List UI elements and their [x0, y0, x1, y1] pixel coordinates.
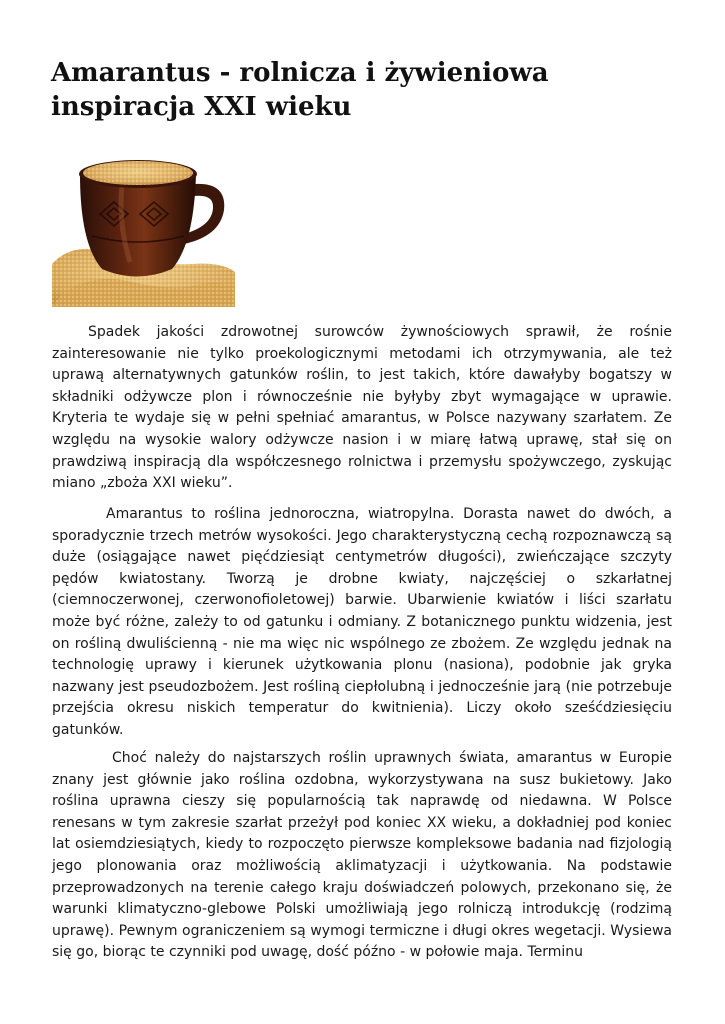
paragraph: Spadek jakości zdrowotnej surowców żywnościowych sprawił, że rośnie zainteresowanie nie tylko proekologicznymi metodami ich otrzymywania, ale też uprawą alternatywnych gatunków roślin, to jest takich, które dawałyby bogatszy w składniki odżywcze plon i równocześnie nie byłyby zbyt wymagające w uprawie. Kryteria te wydaje się w pełni spełniać amarantus, w Polsce nazywany szarłatem. Ze względu na wysokie walory odżywcze nasion i w miarę łatwą uprawę, stał się on prawdziwą inspiracją dla współczesnego rolnictwa i przemysłu spożywczego, zyskując miano „zboża XXI wieku”. [52, 324, 672, 492]
paragraph: Choć należy do najstarszych roślin uprawnych świata, amarantus w Europie znany jest głównie jako roślina ozdobna, wykorzystywana na susz bukietowy. Jako roślina uprawna cieszy się popularnością tak naprawdę od niedawna. W Polsce renesans w tym zakresie szarłat przeżył pod koniec XX wieku, a dokładniej pod koniec lat osiemdziesiątych, kiedy to rozpoczęto pierwsze kompleksowe badania nad fizjologią jego plonowania oraz możliwością aklimatyzacji i użytkowania. Na podstawie przeprowadzonych na terenie całego kraju doświadczeń polowych, przekonano się, że warunki klimatyczno-glebowe Polski umożliwiają jego rolniczą introdukcję (rodzimą uprawę). Pewnym ograniczeniem są wymogi termiczne i długi okres wegetacji. Wysiewa się go, biorąc te czynniki pod uwagę, dość późno - w połowie maja. Terminu [52, 750, 672, 961]
article-title: Amarantus - rolnicza i żywieniowa inspiracja XXI wieku [51, 58, 549, 122]
amaranth-cup-image [52, 144, 235, 307]
paragraph: Amarantus to roślina jednoroczna, wiatropylna. Dorasta nawet do dwóch, a sporadycznie trzech metrów wysokości. Jego charakterystyczną cechą rozpoznawczą są duże (osiągające nawet pięćdziesiąt centymetrów długości), zwieńczające szczyty pędów kwiatostany. Tworzą je drobne kwiaty, najczęściej o szkarłatnej (ciemnoczerwonej, czerwonofioletowej) barwie. Ubarwienie kwiatów i liści szarłatu może być różne, zależy to od gatunku i odmiany. Z botanicznego punktu widzenia, jest on rośliną dwuliścienną - nie ma więc nic wspólnego ze zbożem. Ze względu jednak na technologię uprawy i kierunek użytkowania plonu (nasiona), podobnie jak gryka nazwany jest pseudozbożem. Jest rośliną ciepłolubną i jednocześnie jarą (nie potrzebuje przejścia okresu niskich temperatur do kwitnienia). Liczy około sześćdziesięciu gatunków. [52, 506, 672, 738]
